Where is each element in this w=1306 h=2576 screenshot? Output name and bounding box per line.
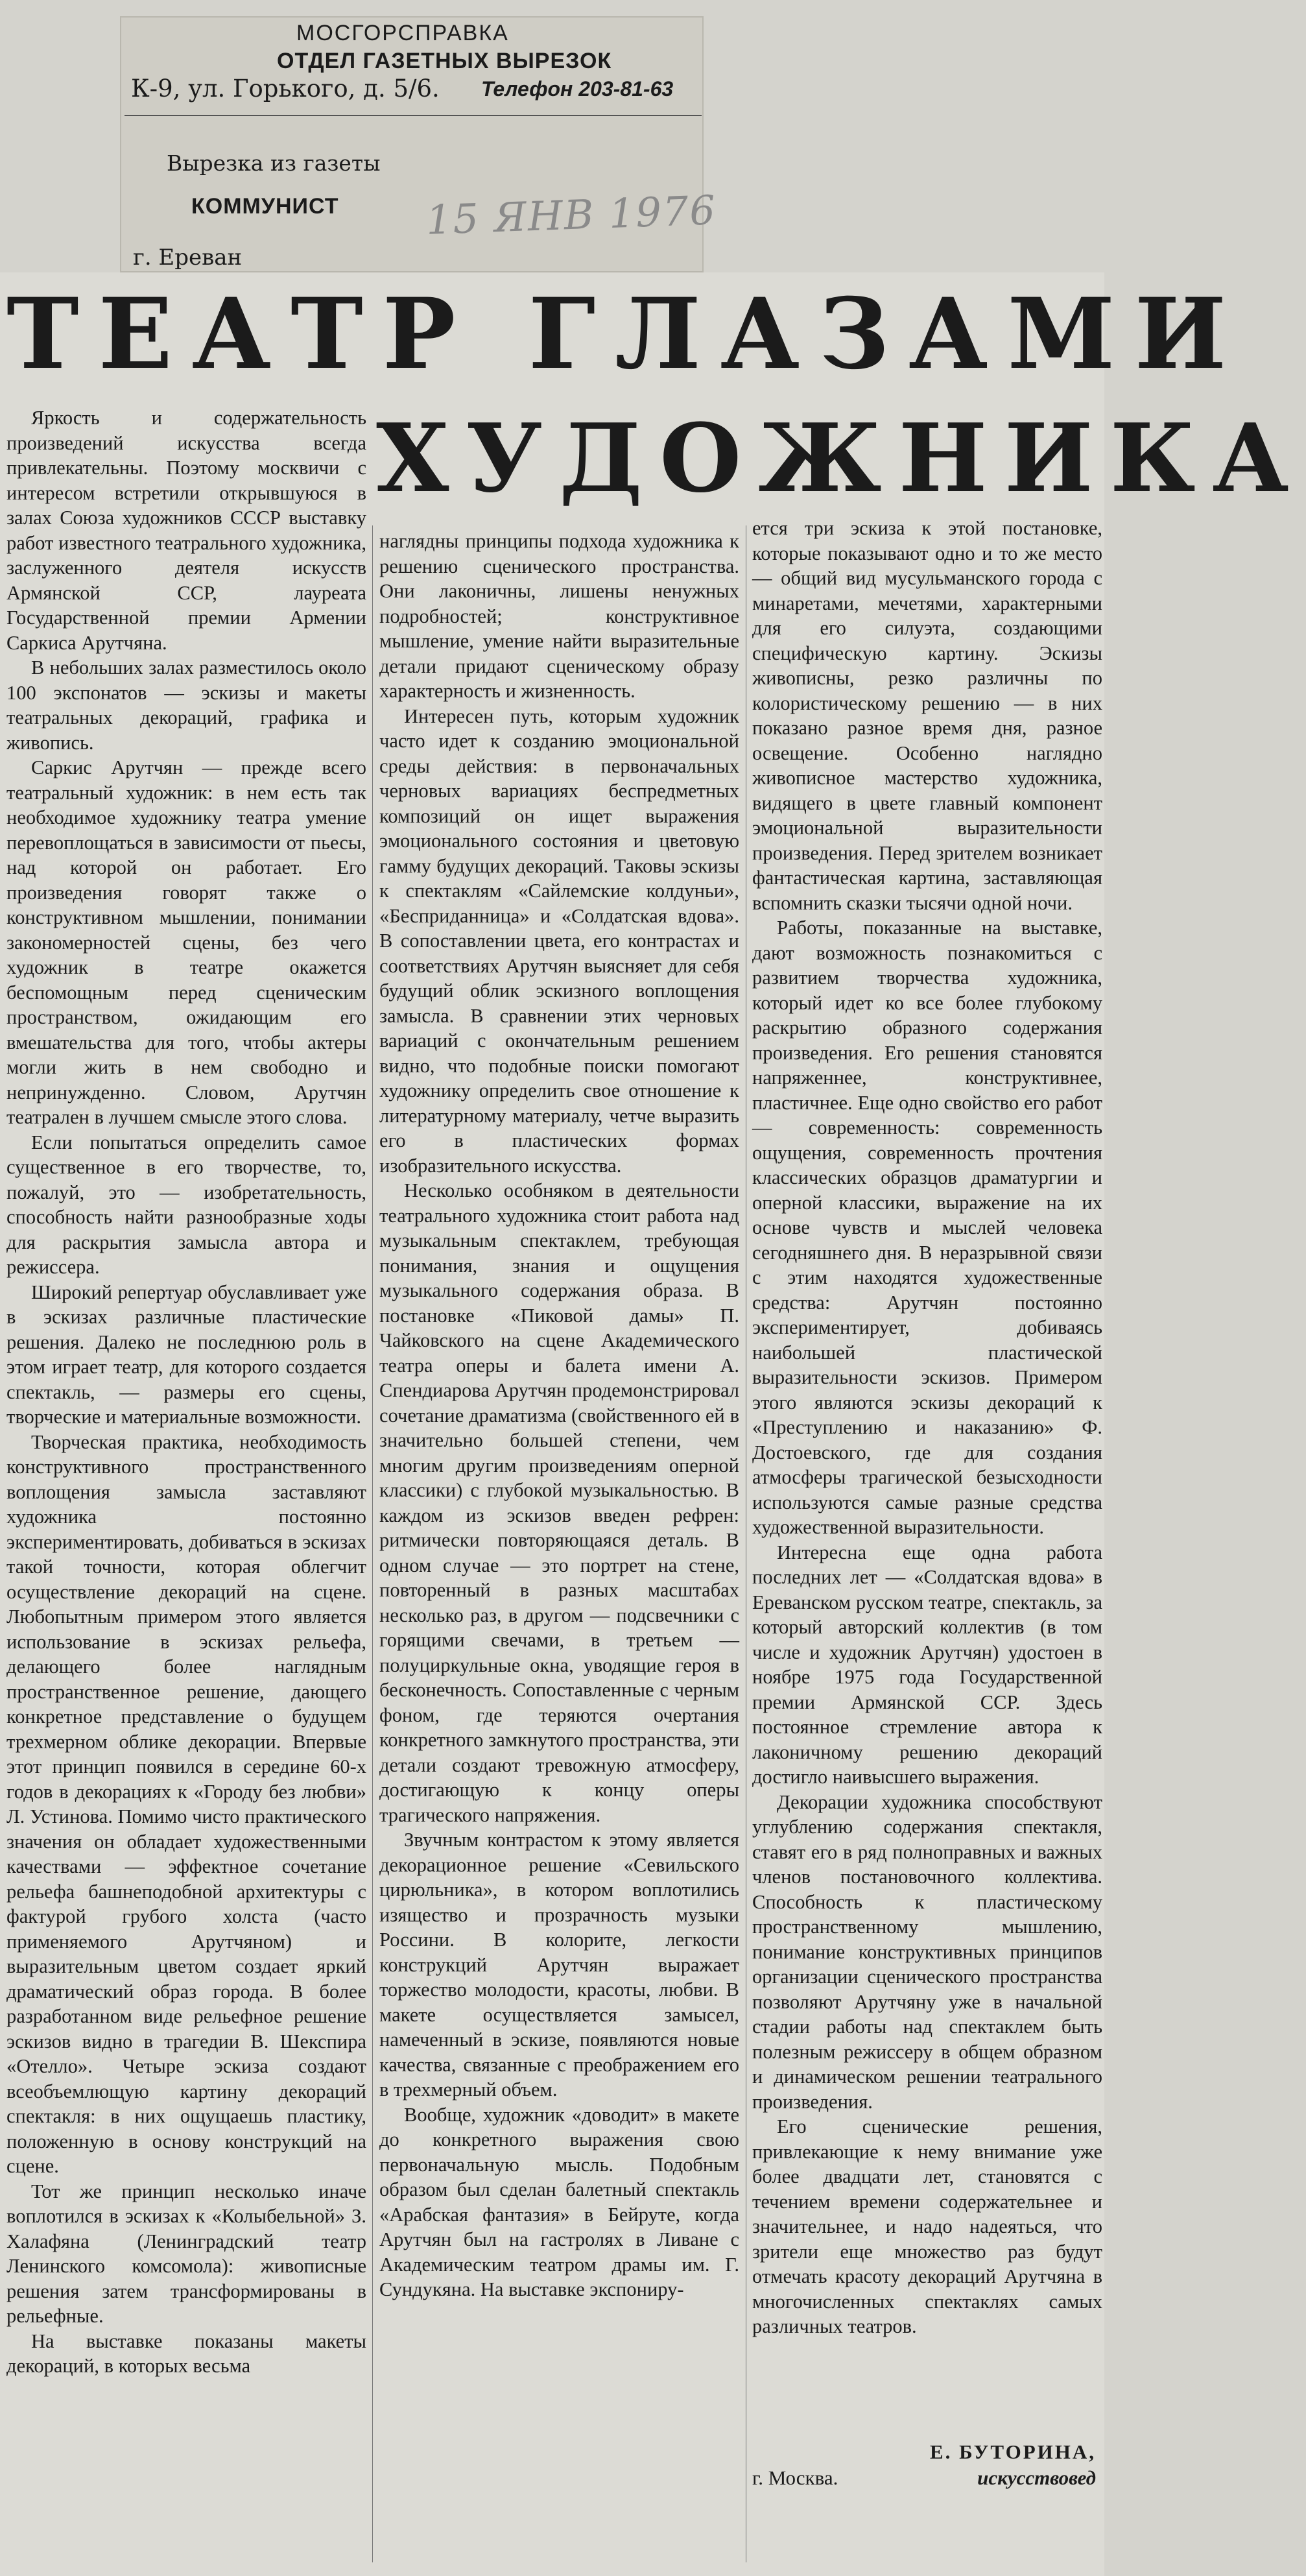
paragraph: На выставке показаны макеты декораций, в которых весьма xyxy=(6,2329,366,2377)
paragraph: Тот же принцип несколько иначе воплотился в эскизах к «Колыбельной» З. Халафяна (Ленинградский театр Ленинского комсомола): живописные решения затем трансформированы в рельефные. xyxy=(6,2180,366,2327)
headline-line-2: ХУДОЖНИКА xyxy=(376,403,1306,514)
paragraph: Интересен путь, которым художник часто идет к созданию эмоциональной среды действия: в первоначальных черновых вариациях беспредметных композиций он ищет выражения эмоционального состояния и цветовую гамму будущих декораций. Таковы эскизы к спектаклям «Сайлемские колдуньи», «Бесприданница» и «Солдатская вдова». В сопоставлении цвета, его контрастах и соответствиях Арутчян выясняет для себя будущий облик эскизного воплощения замысла. В сравнении этих черновых вариаций с окончательным решением видно, что подобные поиски помогают художнику определить свое отношение к литературному материалу, четче выразить его в пластических формах изобразительного искусства. xyxy=(379,704,739,1177)
article-column-3 xyxy=(752,516,1102,2423)
author-role: искусствовед xyxy=(977,2466,1096,2489)
column-divider xyxy=(372,525,373,2562)
department-name: ОТДЕЛ ГАЗЕТНЫХ ВЫРЕЗОК xyxy=(277,49,612,73)
paragraph: Работы, показанные на выставке, дают возможность познакомиться с развитием творчества художника, который идет ко все более глубокому раскрытию образного содержания произведения. Его решения становятся напряженнее, конструктивнее, пластичнее. Еще одно свойство его работ — современность: современность ощущения, современность прочтения классических образцов драматургии и оперной классики, выражение на их основе чувств и мыслей человека сегодняшнего дня. В неразрывной связи с этим находятся художественные средства: Арутчян постоянно экспериментирует, добиваясь наибольшей пластической выразительности эскизов. Примером этого являются эскизы декораций к «Преступлению и наказанию» Ф. Достоевского, где для создания атмосферы трагической безысходности используются самые разные средства художественной выразительности. xyxy=(752,917,1102,1538)
author-name: Е. БУТОРИНА, xyxy=(929,2440,1096,2463)
paragraph: ется три эскиза к этой постановке, которые показывают одно и то же место — общий вид мусульманского города с минаретами, мечетями, характерными для его силуэта, создающими специфическую картину. Эскизы живописны, резко различны по колористическому решению — в них показано разное время дня, разное освещение. Особенно наглядно живописное мастерство художника, видящего в цвете главный компонент эмоциональной выразительности произведения. Перед зрителем возникает фантастическая картина, заставляющая вспомнить сказки тысячи одной ночи. xyxy=(752,517,1102,914)
paragraph: Яркость и содержательность произведений искусства всегда привлекательны. Поэтому москвичи с интересом встретили открывшуюся в залах Союза художников СССР выставку работ известного театрального художника, заслуженного деятеля искусств Армянской ССР, лауреата Государственной премии Армении Саркиса Арутчяна. xyxy=(6,407,366,654)
paragraph: Если попытаться определить самое существенное в его творчестве, то, пожалуй, это — изобретательность, способность найти разнообразные ходы для раскрытия замысла автора и режиссера. xyxy=(6,1131,366,1278)
paragraph: Творческая практика, необходимость конструктивного пространственного воплощения замысла заставляют художника постоянно экспериментировать, добиваться в эскизах такой точности, которая облегчит осуществление декораций на сцене. Любопытным примером этого является использование в эскизах рельефа, делающего более наглядным пространственное решение, дающего конкретное представление о будущем трехмерном облике декорации. Впервые этот принцип появился в середине 60-х годов в декорациях к «Городу без любви» Л. Устинова. Помимо чисто практического значения он обладает художественными качествами — эффектное сочетание рельефа башнеподобной архитектуры с фактурой грубого холста (часто применяемого Арутчяном) и выразительным цветом создает яркий драматический образ города. В более разработанном виде рельефное решение эскизов видно в трагедии В. Шекспира «Отелло». Четыре эскиза создают всеобъемлющую картину декораций спектакля: в них ощущаешь пластику, положенную в основу конструкций на сцене. xyxy=(6,1430,366,2177)
agency-phone: Телефон 203-81-63 xyxy=(481,77,674,101)
paragraph: Широкий репертуар обуславливает уже в эскизах различные пластические решения. Далеко не последнюю роль в этом играет театр, для которого создается спектакль, — размеры его сцены, творческие и материальные возможности. xyxy=(6,1281,366,1428)
newspaper-name: КОММУНИСТ xyxy=(191,194,339,219)
paragraph: Звучным контрастом к этому является декорационное решение «Севильского цирюльника», в котором воплотились изящество и прозрачность музыки Россини. В колорите, легкости конструкций Арутчян выражает торжество молодости, красоты, любви. В макете осуществляется замысел, намеченный в эскизе, появляются новые качества, связанные с преображением его в трехмерный объем. xyxy=(379,1829,739,2101)
header-divider xyxy=(125,115,702,116)
author-city: г. Москва. xyxy=(752,2466,838,2489)
paragraph: В небольших залах разместилось около 100 экспонатов — эскизы и макеты театральных декораций, графика и живопись. xyxy=(6,656,366,754)
paragraph: Несколько особняком в деятельности театрального художника стоит работа над музыкальным спектаклем, требующая понимания, знания и ощущения музыкального содержания образа. В постановке «Пиковой дамы» П. Чайковского на сцене Академического театра оперы и балета имени А. Спендиарова Арутчян продемонстрировал сочетание драматизма (свойственного ей в значительно большей степени, чем многим другим произведениям оперной классики) с глубокой музыкальностью. В каждом из эскизов введен рефрен: ритмически повторяющаяся деталь. В одном случае — это портрет на стене, повторенный в разных масштабах несколько раз, в другом — подсвечники с горящими свечами, в третьем — полуциркульные окна, уводящие героя в бесконечность. Сопоставленные с черным фоном, где теряются очертания конкретного замкнутого пространства, эти детали создают тревожную атмосферу, достигающую к концу оперы трагического напряжения. xyxy=(379,1179,739,1826)
article-column-2 xyxy=(379,529,739,2559)
paragraph: Саркис Арутчян — прежде всего театральный художник: в нем есть так необходимое художнику театра умение перевоплощаться в зависимости от пьесы, над которой он работает. Его произведения говорят также о конструктивном мышлении, понимании закономерностей сцены, без чего художник в театре окажется беспомощным перед сценическим пространством, ожидающим его вмешательства для того, чтобы актеры могли жить в нем свободно и непринужденно. Словом, Арутчян театрален в лучшем смысле этого слова. xyxy=(6,756,366,1128)
paragraph: Декорации художника способствуют углублению содержания спектакля, ставят его в ряд полноправных и важных членов постановочного коллектива. Способность к пластическому пространственному мышлению, понимание конструктивных принципов организации сценического пространства позволяют Арутчяну уже в начальной стадии работы над спектаклем быть полезным режиссеру в общем образном и динамическом решении театрального произведения. xyxy=(752,1790,1102,2113)
paragraph: Интересна еще одна работа последних лет — «Солдатская вдова» в Ереванском русском театре, спектакль, за который авторский коллектив (в том числе и художник Арутчян) удостоен в ноябре 1975 года Государственной премии Армянской ССР. Здесь постоянное стремление автора к лаконичному решению декораций достигло наивысшего выражения. xyxy=(752,1541,1102,1788)
clipping-service-header xyxy=(120,16,717,272)
paragraph: Его сценические решения, привлекающие к нему внимание уже более двадцати лет, становятся с течением времени содержательнее и значительнее, и надо надеяться, что зрители еще множество раз будут отмечать красоту декораций Арутчяна в многочисленных спектаклях самых различных театров. xyxy=(752,2115,1102,2337)
paragraph: наглядны принципы подхода художника к решению сценического пространства. Они лаконичны, лишены ненужных подробностей; конструктивное мышление, умение найти выразительные детали придают сценическому образу характерность и жизненность. xyxy=(379,530,739,702)
headline-line-1: ТЕАТР ГЛАЗАМИ xyxy=(6,277,1246,391)
agency-address: К-9, ул. Горького, д. 5/6. xyxy=(131,75,440,102)
paragraph: Вообще, художник «доводит» в макете до конкретного выражения свою первоначальную мысль. Подобным образом был сделан балетный спектакль «Арабская фантазия» в Бейруте, когда Арутчян был на гастролях в Ливане с Академическим театром драмы им. Г. Сундукяна. На выставке экспониру- xyxy=(379,2103,739,2300)
newspaper-clipping xyxy=(0,272,1306,2576)
date-stamp: 15 ЯНВ 1976 xyxy=(425,186,717,244)
author-signature xyxy=(752,2439,1096,2491)
clipping-label: Вырезка из газеты xyxy=(167,150,381,176)
newspaper-city: г. Ереван xyxy=(133,245,243,271)
agency-name: МОСГОРСПРАВКА xyxy=(296,21,509,45)
article-column-1 xyxy=(6,405,366,2559)
